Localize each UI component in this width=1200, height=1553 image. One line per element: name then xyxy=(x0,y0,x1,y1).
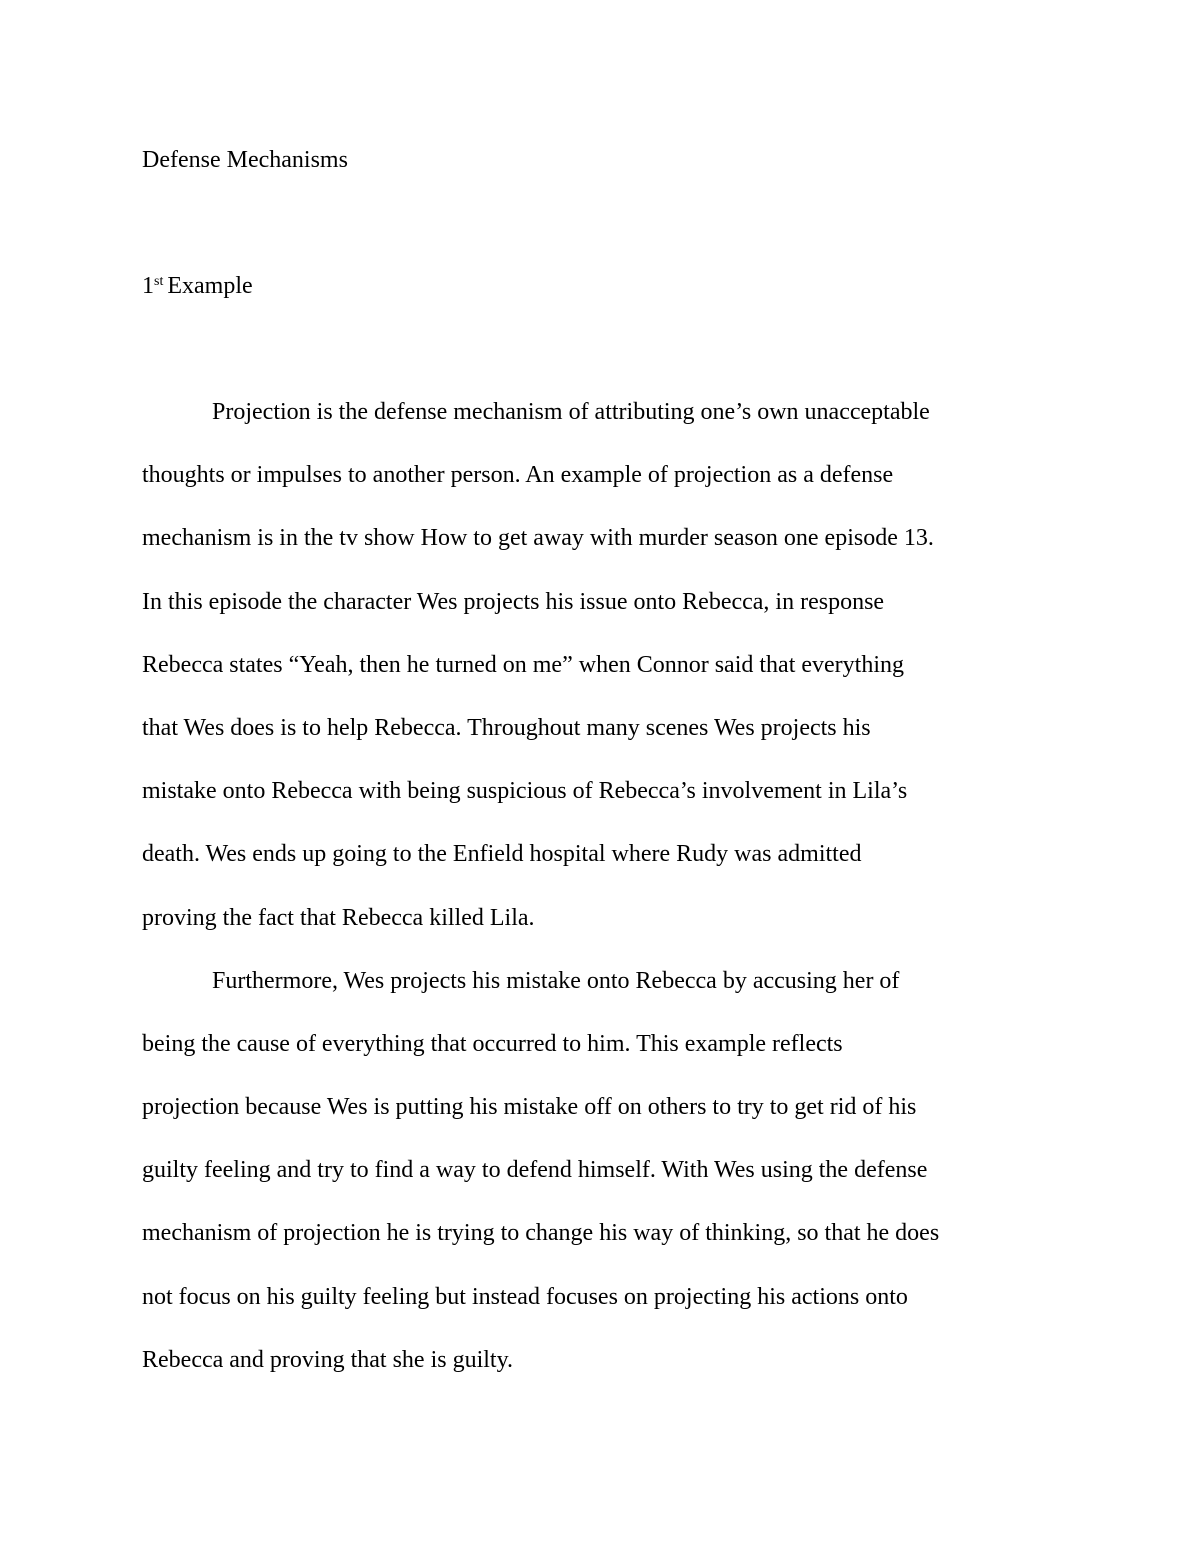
paragraph-1-line: that Wes does is to help Rebecca. Throughout many scenes Wes projects his xyxy=(142,714,871,741)
paragraph-1-line: proving the fact that Rebecca killed Lila. xyxy=(142,904,535,931)
paragraph-2-line: not focus on his guilty feeling but instead focuses on projecting his actions onto xyxy=(142,1283,908,1310)
document-title: Defense Mechanisms xyxy=(142,147,348,173)
paragraph-1-line: mechanism is in the tv show How to get away with murder season one episode 13. xyxy=(142,525,934,552)
section-heading-ordinal-suffix: st xyxy=(154,274,164,289)
section-heading-label: Example xyxy=(167,273,253,299)
paragraph-1-line: thoughts or impulses to another person. An example of projection as a defense xyxy=(142,462,894,489)
paragraph-1-line: In this episode the character Wes projects his issue onto Rebecca, in response xyxy=(142,588,885,615)
body-text xyxy=(142,396,1058,1407)
section-heading-number: 1 xyxy=(142,273,154,299)
paragraph-2-line: mechanism of projection he is trying to change his way of thinking, so that he does xyxy=(142,1220,940,1247)
paragraph-1-line: death. Wes ends up going to the Enfield hospital where Rudy was admitted xyxy=(142,841,862,868)
paragraph-1-line: Rebecca states “Yeah, then he turned on me” when Connor said that everything xyxy=(142,651,904,678)
paragraph-2-line: Furthermore, Wes projects his mistake onto Rebecca by accusing her of xyxy=(212,967,900,994)
paragraph-2-line: guilty feeling and try to find a way to defend himself. With Wes using the defense xyxy=(142,1157,928,1184)
paragraph-2-line: being the cause of everything that occurred to him. This example reflects xyxy=(142,1030,843,1057)
section-heading xyxy=(142,270,253,302)
paragraph-1-line: mistake onto Rebecca with being suspicious of Rebecca’s involvement in Lila’s xyxy=(142,778,908,805)
paragraph-2-line: Rebecca and proving that she is guilty. xyxy=(142,1346,514,1373)
paragraph-1-line: Projection is the defense mechanism of attributing one’s own unacceptable xyxy=(212,399,930,425)
paragraph-2-line: projection because Wes is putting his mistake off on others to try to get rid of his xyxy=(142,1094,917,1121)
